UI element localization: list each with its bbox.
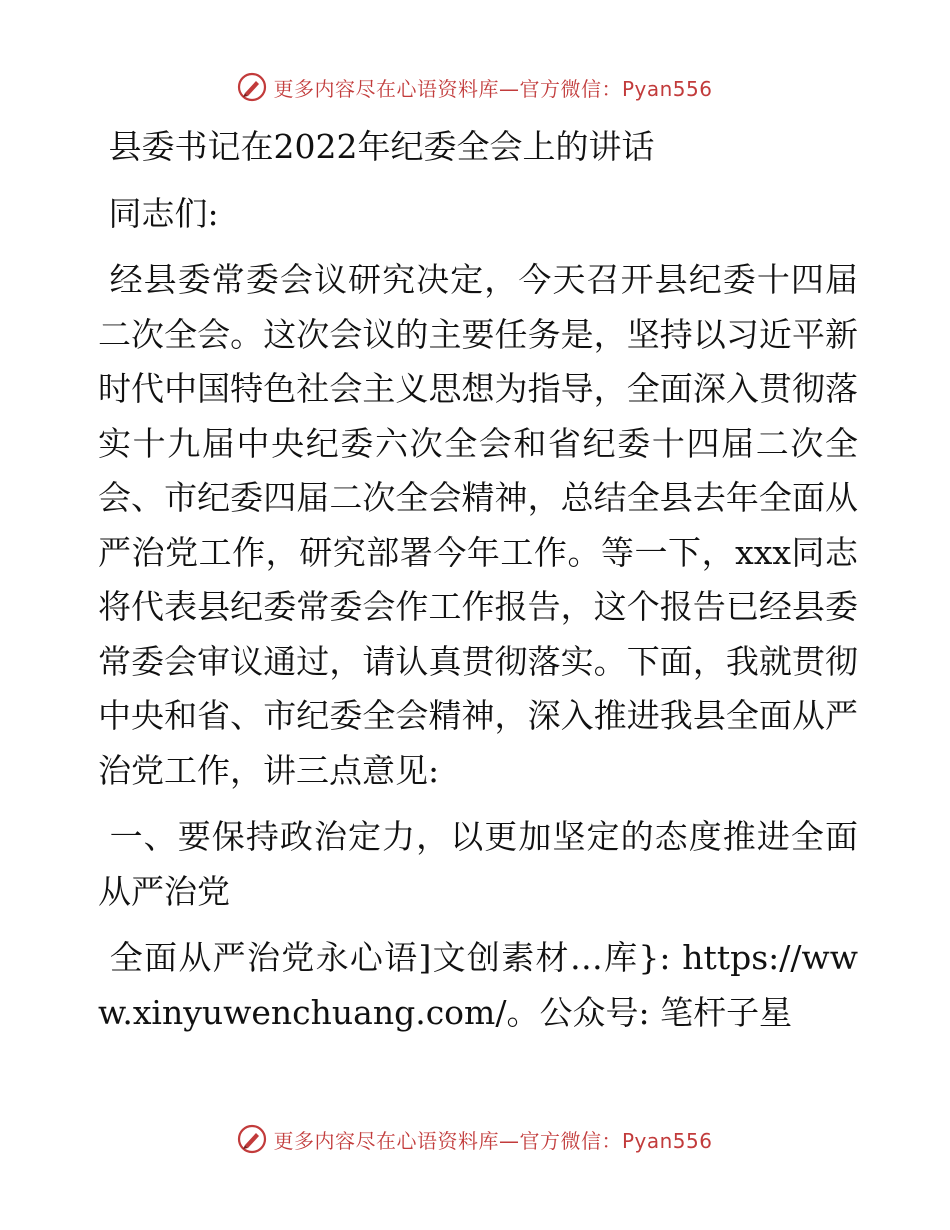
header-watermark bbox=[0, 72, 950, 102]
footer-watermark bbox=[0, 1124, 950, 1154]
section-heading-1: 一、要保持政治定力，以更加坚定的态度推进全面从严治党 bbox=[98, 817, 858, 911]
document-body bbox=[98, 120, 858, 1040]
document-title: 县委书记在2022年纪委全会上的讲话 bbox=[98, 127, 655, 166]
watermark-text: 更多内容尽在心语资料库—官方微信：Pyan556 bbox=[273, 76, 713, 101]
watermark-text: 更多内容尽在心语资料库—官方微信：Pyan556 bbox=[273, 1128, 713, 1153]
paragraph-footer-note: 全面从严治党永心语]文创素材…库}: https://www.xinyuwenchuang.com/。公众号: 笔杆子星 bbox=[98, 938, 858, 1032]
greeting: 同志们: bbox=[98, 193, 219, 233]
pen-logo-icon bbox=[237, 1124, 267, 1154]
pen-logo-icon bbox=[237, 72, 267, 102]
paragraph-intro: 经县委常委会议研究决定，今天召开县纪委十四届二次全会。这次会议的主要任务是，坚持以习近平新时代中国特色社会主义思想为指导，全面深入贯彻落实十九届中央纪委六次全会和省纪委十四届二次全会、市纪委四届二次全会精神，总结全县去年全面从严治党工作，研究部署今年工作。等一下，xxx同志将代表县纪委常委会作工作报告，这个报告已经县委常委会审议通过，请认真贯彻落实。下面，我就贯彻中央和省、市纪委全会精神，深入推进我县全面从严治党工作，讲三点意见: bbox=[98, 260, 858, 790]
